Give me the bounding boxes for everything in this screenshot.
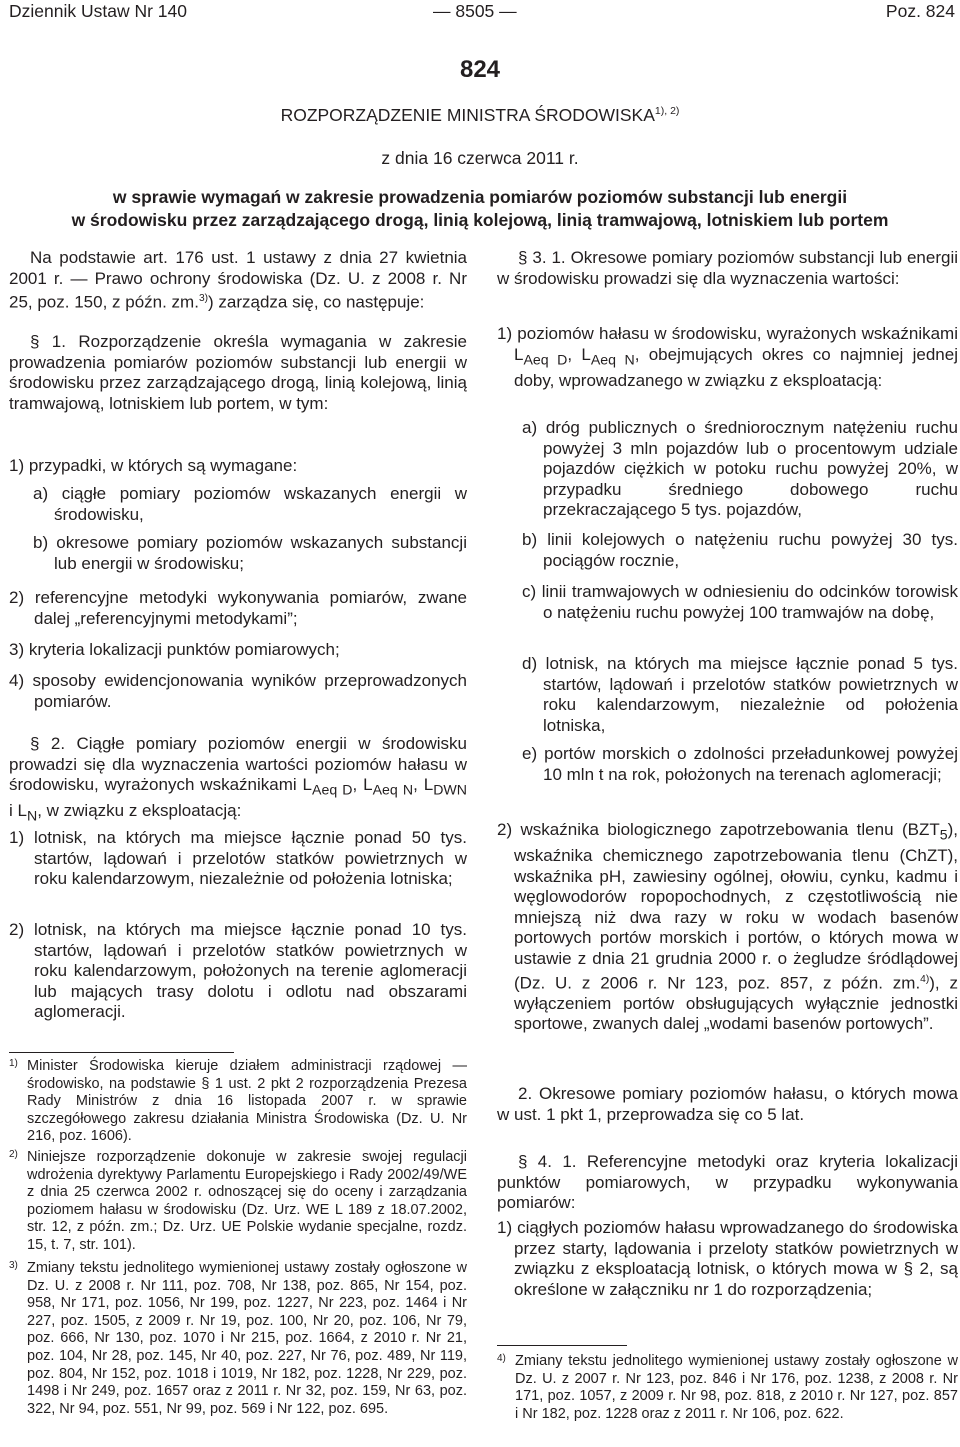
page-number: — 8505 — xyxy=(433,1,517,21)
s2-sub-4: N xyxy=(26,808,38,825)
footnote-4-number: 4) xyxy=(497,1353,506,1364)
preamble-end: ) zarządza się, co następuje: xyxy=(208,292,425,312)
act-subject-line-2: w środowisku przez zarządzającego drogą, linią kolejową, linią tramwajową, lotniskiem lub portem xyxy=(71,210,889,230)
s3-1-text-3: , obejmujących okres co najmniej jednej doby, wprowadzanego w związku z eksploatacją: xyxy=(514,344,958,390)
footnote-separator-right xyxy=(497,1345,627,1346)
journal-name: Dziennik Ustaw Nr 140 xyxy=(9,1,187,21)
s2-text-4: i L xyxy=(9,801,27,821)
s3-paragraph-2: 2. Okresowe pomiary poziomów hałasu, o których mowa w ust. 1 pkt 1, przeprowadza się co 5 lat. xyxy=(497,1084,958,1124)
act-date: z dnia 16 czerwca 2011 r. xyxy=(381,148,579,168)
s4-item-1: 1) ciągłych poziomów hałasu wprowadzanego do środowiska przez starty, lądowania i przeloty statków powietrznych w związku z eksploatacją lotnisk, o których mowa w § 2, są określone w załączniku nr 1 do rozporządzenia; xyxy=(497,1218,958,1299)
section-4: § 4. 1. Referencyjne metodyki oraz kryteria lokalizacji punktów pomiarowych, w przypadku wykonywania pomiarów: xyxy=(497,1152,958,1213)
s2-text-3: , L xyxy=(413,775,434,795)
footnote-3-number: 3) xyxy=(9,1260,18,1271)
s3-1-text-1: 1) poziomów hałasu w środowisku, wyrażonych wskaźnikami L xyxy=(497,324,958,364)
s1-item-3: 3) kryteria lokalizacji punktów pomiarowych; xyxy=(9,640,340,659)
s1-item-1a: a) ciągłe pomiary poziomów wskazanych energii w środowisku, xyxy=(33,484,467,524)
footnote-3-text: Zmiany tekstu jednolitego wymienionej ustawy zostały ogłoszone w Dz. U. z 2008 r. Nr 111, poz. 708, Nr 138, poz. 865, Nr 154, poz. 958, Nr 171, poz. 1056, Nr 199, poz. 1227, Nr 223, poz. 1464 i Nr 227, poz. 1505, z 2009 r. Nr 19, poz. 100, Nr 20, poz. 106, Nr 79, poz. 666, Nr 130, poz. 1070 i Nr 215, poz. 1664, z 2010 r. Nr 21, poz. 104, Nr 28, poz. 145, Nr 40, poz. 227, Nr 76, poz. 489, Nr 119, poz. 804, Nr 152, poz. 1018 i 1019, Nr 182, poz. 1228, Nr 229, poz. 1498 i Nr 249, poz. 1657 oraz z 2011 r. Nr 32, poz. 159, Nr 63, poz. 322, Nr 94, poz. 551, Nr 99, poz. 569 i Nr 122, poz. 695. xyxy=(27,1260,467,1417)
position-number: Poz. 824 xyxy=(885,1,955,21)
s3-item-1c: c) linii tramwajowych w odniesieniu do odcinków torowisk o natężeniu ruchu powyżej 100 tramwajów na dobę, xyxy=(522,582,958,622)
s2-text-2: , L xyxy=(352,775,373,795)
running-header xyxy=(9,0,955,22)
preamble xyxy=(9,248,467,313)
act-title-text: ROZPORZĄDZENIE MINISTRA ŚRODOWISKA xyxy=(280,104,655,125)
s1-item-2: 2) referencyjne metodyki wykonywania pomiarów, zwane dalej „referencyjnymi metodykami”; xyxy=(9,588,467,628)
footnote-separator xyxy=(9,1052,234,1053)
footnote-1-text: Minister Środowiska kieruje działem administracji rządowej — środowisko, na podstawie § 1 ust. 2 pkt 2 rozporządzenia Prezesa Rady Ministrów z dnia 16 listopada 2007 r. w sprawie szczegółowego zakresu działania Ministra Środowiska (Dz. U. Nr 216, poz. 1606). xyxy=(27,1058,467,1145)
s3-2-text-1: 2) wskaźnika biologicznego zapotrzebowania tlenu (BZT xyxy=(497,820,940,839)
footnote-2-number: 2) xyxy=(9,1149,18,1160)
s3-2-footnote-ref: 4) xyxy=(920,973,930,985)
act-number: 824 xyxy=(459,56,501,83)
preamble-text: Na podstawie art. 176 ust. 1 ustawy z dnia 27 kwietnia 2001 r. — Prawo ochrony środowiska (Dz. U. z 2008 r. Nr 25, poz. 150, z późn. zm. xyxy=(9,248,467,312)
footnote-1-number: 1) xyxy=(9,1058,18,1069)
footnote-2-text: Niniejsze rozporządzenie dokonuje w zakresie swojej regulacji wdrożenia dyrektywy Parlamentu Europejskiego i Rady 2002/49/WE z dnia 25 czerwca 2002 r. odnoszącej się do oceny i zarządzania poziomem hałasu w środowisku (Dz. Urz. WE L 189 z 18.07.2002, str. 12, z późn. zm.; Dz. Urz. UE Polskie wydanie specjalne, rozdz. 15, t. 7, str. 101). xyxy=(27,1149,467,1253)
s3-item-1e: e) portów morskich o zdolności przeładunkowej powyżej 10 mln t na rok, położonych na terenach aglomeracji; xyxy=(522,744,958,784)
s1-item-1: 1) przypadki, w których są wymagane: xyxy=(9,456,298,475)
footnote-4 xyxy=(497,1353,958,1423)
s3-item-2 xyxy=(497,820,958,1035)
s2-text-1: § 2. Ciągłe pomiary poziomów energii w środowisku prowadzi się dla wyznaczenia wartości poziomów hałasu w środowisku, wyrażonych wskaźnikami L xyxy=(9,734,467,795)
footnote-3 xyxy=(9,1260,467,1418)
s3-2-text-3: ), z wyłączeniem portów obsługujących wyłącznie jednostki sportowe, zwanych dalej „wodami basenów portowych”. xyxy=(514,973,958,1034)
s1-item-4: 4) sposoby ewidencjonowania wyników przeprowadzonych pomiarów. xyxy=(9,671,467,711)
section-2 xyxy=(9,734,467,827)
section-3: § 3. 1. Okresowe pomiary poziomów substancji lub energii w środowisku prowadzi się dla wyznaczenia wartości: xyxy=(497,248,958,288)
footnote-4-text: Zmiany tekstu jednolitego wymienionej ustawy zostały ogłoszone w Dz. U. z 2007 r. Nr 123, poz. 846 i Nr 176, poz. 1238, z 2008 r. Nr 171, poz. 1057, z 2009 r. Nr 98, poz. 818, z 2010 r. Nr 127, poz. 857 i Nr 182, poz. 1228 oraz z 2011 r. Nr 106, poz. 622. xyxy=(515,1353,958,1422)
s2-sub-1: Aeq D xyxy=(312,782,353,799)
s1-item-1b: b) okresowe pomiary poziomów wskazanych substancji lub energii w środowisku; xyxy=(33,533,467,573)
s3-1-text-2: , L xyxy=(567,344,591,364)
s3-1-sub-2: Aeq N xyxy=(590,351,635,368)
s2-text-5: , w związku z eksploatacją: xyxy=(37,801,242,821)
s3-item-1d: d) lotnisk, na których ma miejsce łącznie ponad 5 tys. startów, lądowań i przelotów statków powietrznych w roku kalendarzowym, niezależnie od położenia lotniska, xyxy=(522,654,958,735)
s3-item-1a: a) dróg publicznych o średniorocznym natężeniu ruchu powyżej 3 mln pojazdów lub o procentowym udziale pojazdów ciężkich w potoku ruchu powyżej 20%, w przypadku średniego dobowego ruchu przekraczającego 5 tys. pojazdów, xyxy=(522,418,958,520)
footnote-2 xyxy=(9,1149,467,1255)
s3-2-text-2: ), wskaźnika chemicznego zapotrzebowania tlenu (ChZT), wskaźnika pH, zawiesiny ogólnej, ołowiu, cynku, kadmu i węglowodorów ropopochodnych, z częstotliwością nie mniejszą niż dwa razy w roku w wodach basenów portowych portów morskich i portów, o których mowa w ustawie z dnia 21 grudnia 2000 r. o żegludze śródlądowej (Dz. U. z 2006 r. Nr 123, poz. 857, z późn. zm. xyxy=(514,820,958,993)
s2-sub-3: DWN xyxy=(433,782,467,799)
footnote-1 xyxy=(9,1058,467,1146)
s3-1-sub-1: Aeq D xyxy=(523,351,568,368)
s3-2-sub: 5 xyxy=(939,827,948,844)
act-subject-line-1: w sprawie wymagań w zakresie prowadzenia pomiarów poziomów substancji lub energii xyxy=(112,187,848,207)
s2-sub-2: Aeq N xyxy=(372,782,414,799)
preamble-footnote-ref: 3) xyxy=(198,293,209,305)
act-title-footnote-ref: 1), 2) xyxy=(654,105,680,117)
s2-item-1: 1) lotnisk, na których ma miejsce łącznie ponad 50 tys. startów, lądowań i przelotów statków powietrznych w roku kalendarzowym, niezależnie od położenia lotniska; xyxy=(9,828,467,889)
s3-item-1 xyxy=(497,324,958,391)
act-title xyxy=(0,100,960,126)
s2-item-2: 2) lotnisk, na których ma miejsce łącznie ponad 10 tys. startów, lądowań i przelotów statków powietrznych w roku kalendarzowym, położonych na terenie aglomeracji lub mających trasy dolotu i odlotu nad obszarami aglomeracji. xyxy=(9,920,467,1022)
s3-item-1b: b) linii kolejowych o natężeniu ruchu powyżej 30 tys. pociągów rocznie, xyxy=(522,530,958,570)
section-1: § 1. Rozporządzenie określa wymagania w zakresie prowadzenia pomiarów poziomów substancji lub energii w środowisku przez zarządzającego drogą, linią kolejową, linią tramwajową, lotniskiem lub portem, w tym: xyxy=(9,332,467,413)
